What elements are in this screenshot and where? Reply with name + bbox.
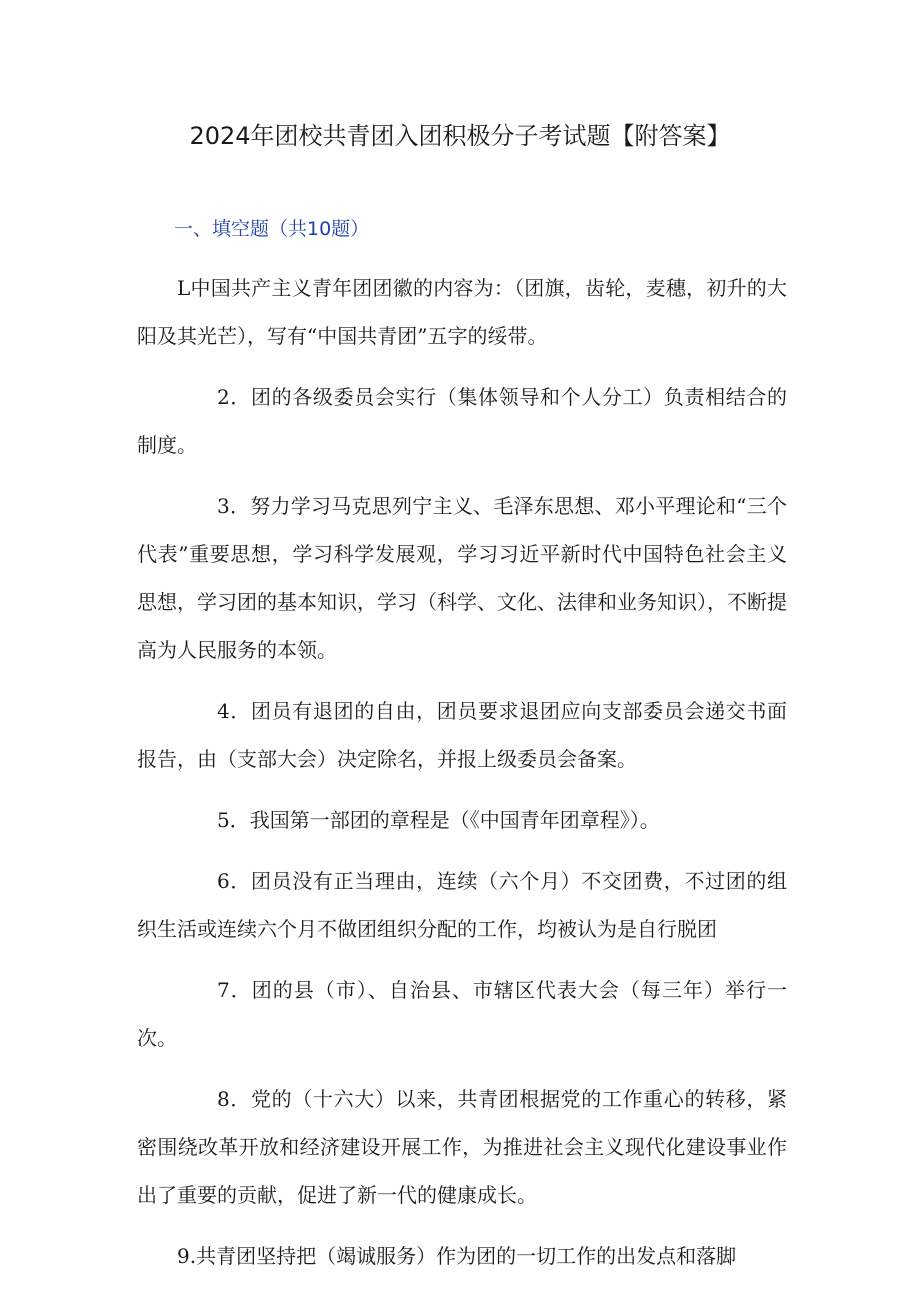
question-1: [137, 264, 787, 360]
question-4: [137, 687, 787, 783]
question-number: 7: [217, 978, 230, 1002]
question-list: [137, 264, 787, 1293]
question-6: [137, 857, 787, 953]
question-number: L: [177, 276, 191, 300]
question-text: ．团的各级委员会实行（集体领导和个人分工）负责相结合的制度。: [137, 385, 787, 457]
question-text: ．团的县（市）、自治县、市辖区代表大会（每三年）举行一次。: [137, 978, 787, 1050]
question-9: [137, 1232, 787, 1280]
question-text: ．团员有退团的自由，团员要求退团应向支部委员会递交书面报告，由（支部大会）决定除名，并报上级委员会备案。: [137, 699, 787, 771]
question-text: ．我国第一部团的章程是（《中国青年团章程》）。: [229, 808, 660, 832]
section-heading: 一、填空题（共10题）: [174, 218, 370, 240]
question-number: 3: [217, 494, 230, 518]
question-number: 6: [217, 869, 230, 893]
question-number: 5: [217, 808, 230, 832]
question-number: 8: [217, 1087, 230, 1111]
question-text: 共青团坚持把（竭诚服务）作为团的一切工作的出发点和落脚: [196, 1244, 737, 1268]
question-number: 9.: [177, 1244, 197, 1268]
question-text: 中国共产主义青年团团徽的内容为：（团旗，齿轮，麦穗，初升的大阳及其光芒），写有“中国共青团”五字的绥带。: [137, 276, 787, 348]
question-7: [137, 966, 787, 1062]
question-text: ．团员没有正当理由，连续（六个月）不交团费，不过团的组织生活或连续六个月不做团组织分配的工作，均被认为是自行脱团: [137, 869, 787, 941]
question-8: [137, 1075, 787, 1219]
question-3: [137, 482, 787, 674]
question-5: [137, 796, 787, 844]
question-2: [137, 373, 787, 469]
document-title: 2024年团校共青团入团积极分子考试题【附答案】: [189, 122, 731, 150]
question-number: 4: [217, 699, 230, 723]
question-number: 2: [217, 385, 230, 409]
question-text: ．努力学习马克思列宁主义、毛泽东思想、邓小平理论和“三个代表”重要思想，学习科学发展观，学习习近平新时代中国特色社会主义思想，学习团的基本知识，学习（科学、文化、法律和业务知识），不断提高为人民服务的本领。: [137, 494, 787, 662]
question-text: ．党的（十六大）以来，共青团根据党的工作重心的转移，紧密围绕改革开放和经济建设开展工作，为推进社会主义现代化建设事业作出了重要的贡献，促进了新一代的健康成长。: [137, 1087, 787, 1207]
